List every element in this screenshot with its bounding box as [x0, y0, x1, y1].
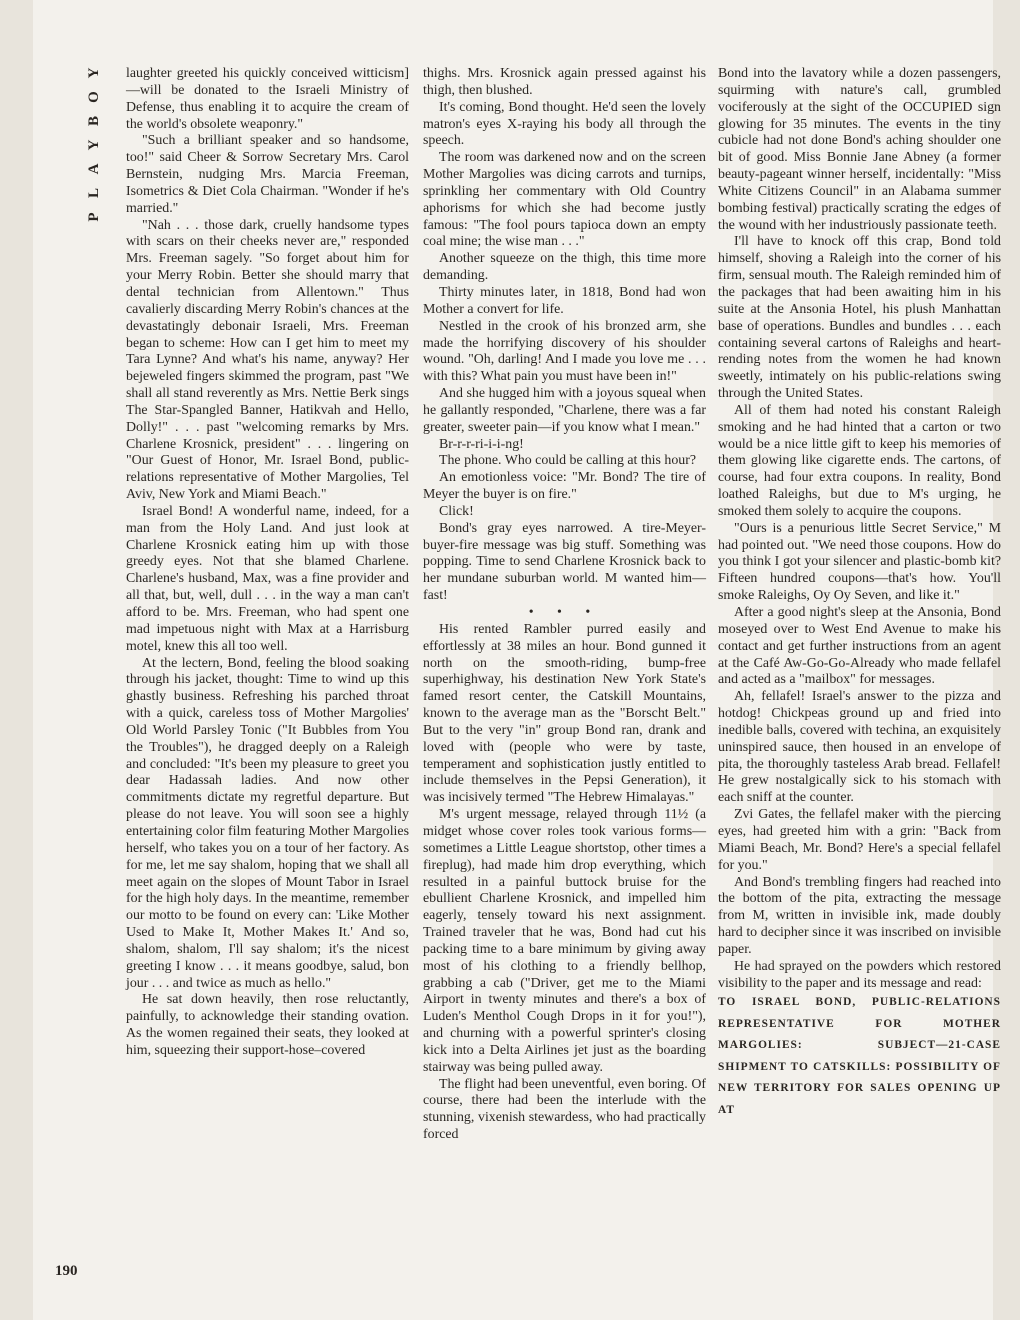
- paragraph: Click!: [439, 503, 474, 519]
- paragraph: Ah, fellafel! Israel's answer to the pizza and hotdog! Chickpeas ground up and fried into inedible balls, covered with techina, an exquisitely uninspired sauce, then housed in an envelope of pita, the thoroughly tasteless Arab bread. Fellafel! He grew nostalgically sick to his stomach with each sniff at the counter.: [718, 689, 1001, 806]
- masthead-letter: A: [86, 161, 102, 175]
- masthead-letter: Y: [86, 65, 102, 79]
- paragraph: An emotionless voice: "Mr. Bond? The tire of Meyer the buyer is on fire.": [423, 470, 706, 503]
- paragraph: Another squeeze on the thigh, this time more demanding.: [423, 251, 706, 284]
- paragraph: TO ISRAEL BOND, PUBLIC-RELATIONS REPRESENTATIVE FOR MOTHER MARGOLIES: SUBJECT—21-CASE SHIPMENT TO CATSKILLS: POSSIBILITY OF NEW TERRITORY FOR SALES OPENING UP AT: [718, 996, 1001, 1116]
- paragraph: M's urgent message, relayed through 11½ (a midget whose cover roles took various forms—sometimes a Little League shortstop, other times a fireplug), had made him drop everything, which resulted in a painful buttock bruise for the ebullient Charlene Krosnick, and impelled him eagerly, tensely toward his next assignment. Trained traveler that he was, Bond had cut his packing time to a bare minimum by giving away most of his clothing to a friendly bellhop, grabbing a cab ("Driver, get me to the Miami Airport in twenty minutes and there's a box of Luden's Menthol Cough Drops in it for you!"), and churning with a powerful sprinter's closing kick into a Delta Airlines jet just as the boarding stairway was being pulled away.: [423, 807, 706, 1075]
- text-column-3: [718, 66, 1001, 1121]
- paragraph: He sat down heavily, then rose reluctantly, painfully, to acknowledge their standing ovation. As the women regained their seats, they looked at him, squeezing their support-hose–covered: [126, 992, 409, 1058]
- paragraph: Bond's gray eyes narrowed. A tire-Meyer-buyer-fire message was big stuff. Something was popping. Time to send Charlene Krosnick back to her mundane suburban world. M wanted him—fast!: [423, 520, 706, 604]
- paragraph: And she hugged him with a joyous squeal when he gallantly responded, "Charlene, there was a far greater, sweeter pain—if you know what I mean.": [423, 386, 706, 435]
- page-number: 190: [55, 1263, 78, 1279]
- paragraph: I'll have to knock off this crap, Bond told himself, shoving a Raleigh into the corner of his firm, sensual mouth. The Raleigh reminded him of the packages that had been awaiting him in his suite at the Ansonia Hotel, his plush Manhattan base of operations. Bundles and bundles . . . each containing several cartons of Raleighs and heart-rending notes from the women he had known sweetly, intimately on his public-relations swing through the United States.: [718, 234, 1001, 402]
- paragraph: "Such a brilliant speaker and so handsome, too!" said Cheer & Sorrow Secretary Mrs. Carol Bernstein, nudging Mrs. Marcia Freeman, Isometrics & Diet Cola Chairman. "Wonder if he's married.": [126, 133, 409, 216]
- text-column-2: [423, 66, 706, 1144]
- paragraph: Zvi Gates, the fellafel maker with the piercing eyes, had greeted him with a grin: "Back from Miami Beach, Mr. Bond? Here's a special fellafel for you.": [718, 807, 1001, 873]
- paragraph: "Ours is a penurious little Secret Service," M had pointed out. "We need those coupons. How do you think I got your silencer and plastic-bomb kit? Fifteen hundred coupons—that's how. You'll smoke Raleighs, Oy Oy Seven, and like it.": [718, 520, 1001, 604]
- masthead-letter: O: [86, 89, 102, 103]
- masthead-letter: L: [86, 186, 102, 199]
- paragraph: Bond into the lavatory while a dozen passengers, squirming with nature's call, grumbled vociferously at the sight of the OCCUPIED sign glowing for 35 minutes. The events in the tiny cubicle had not done Bond's aching shoulder one bit of good. Miss Bonnie Jane Abney (a former beauty-pageant winner herself, incidentally: "Miss White Citizens Council" in an Alabama summer bombing festival) practically scrating the edges of the wound with her industriously passionate teeth.: [718, 66, 1001, 233]
- paragraph: The flight had been uneventful, even boring. Of course, there had been the interlude with the stunning, vixenish stewardess, who had practically forced: [423, 1076, 706, 1143]
- paragraph: Israel Bond! A wonderful name, indeed, for a man from the Holy Land. And just look at Charlene Krosnick eating him up with those greedy eyes. Not that she blamed Charlene. Charlene's husband, Max, was a fine provider and all that, but, well, dull . . . in the way a man can't afford to be. Mrs. Freeman, who had spent one mad impetuous night with Max at a Harrisburg motel, knew this all too well.: [126, 503, 409, 654]
- magazine-page: [33, 0, 1001, 1320]
- paragraph: Thirty minutes later, in 1818, Bond had won Mother a convert for life.: [423, 284, 706, 317]
- masthead-letter: Y: [86, 137, 102, 151]
- paragraph: At the lectern, Bond, feeling the blood soaking through his jacket, thought: Time to wind up this ghastly business. Refreshing his parched throat with a quick, careless toss of Mother Margolies' Old World Parsley Tonic ("It Bubbles from You the Troubles"), he dragged deeply on a Raleigh and concluded: "It's been my pleasure to greet you dear Hadassah ladies. And now other commitments dictate my regretful departure. But please do not leave. You will soon see a highly entertaining color film featuring Mother Margolies herself, who takes you on a tour of her factory. As for me, let me say shalom, hoping that we shall all meet again on the slopes of Mount Tabor in Israel for the high holy days. In the meantime, remember our motto to be found on every can: 'Like Mother Used to Make It, Mother Makes It.' And so, shalom, shalom, I'll say shalom; it's the nicest greeting I know . . . it means goodbye, salud, bon jour . . . and twice as much as hello.": [126, 655, 409, 991]
- paragraph: After a good night's sleep at the Ansonia, Bond moseyed over to West End Avenue to make his contact and get further instructions from an agent at the Café Aw-Go-Go-Already who made fellafel and acted as a "mailbox" for messages.: [718, 605, 1001, 688]
- paragraph: He had sprayed on the powders which restored visibility to the paper and its message and read:: [718, 958, 1001, 991]
- masthead-letter: B: [86, 114, 102, 127]
- paragraph: And Bond's trembling fingers had reached into the bottom of the pita, extracting the message from M, written in invisible ink, made doubly hard to decipher since it was inscribed on invisible paper.: [718, 874, 1001, 957]
- paragraph: Br-r-r-ri-i-i-ng!: [439, 436, 524, 452]
- paragraph: The room was darkened now and on the screen Mother Margolies was dicing carrots and turnips, sprinkling her commentary with Old Country aphorisms for which she had become justly famous: "The fool pours tapioca down an empty coal mine; the wise man . . .": [423, 150, 706, 250]
- paragraph: All of them had noted his constant Raleigh smoking and he had hinted that a carton or two would be a nice little gift to keep his memories of them glowing like cigarette ends. The cartons, of course, had four extra coupons. In reality, Bond loathed Raleighs, but due to M's urging, he smoked them solely to acquire the coupons.: [718, 402, 1001, 519]
- text-column-1: [126, 66, 409, 1060]
- masthead-letter: P: [86, 210, 102, 222]
- paragraph: His rented Rambler purred easily and effortlessly at 38 miles an hour. Bond gunned it north on the smooth-riding, bump-free superhighway, his destination New York State's famed resort center, the Catskill Mountains, known to the average man as the "Borscht Belt." But to the very "in" group Bond ran, drank and loved with (people who were by taste, temperament and sophistication justly entitled to include themselves in the Pepsi Generation), it was incisively termed "The Hebrew Himalayas.": [423, 621, 706, 806]
- section-separator: • • •: [528, 605, 601, 620]
- masthead-playboy: [83, 60, 113, 228]
- paragraph: Nestled in the crook of his bronzed arm, she made the horrifying discovery of his shoulder wound. "Oh, darling! And I made you love me . . . with this? What pain you must have been in!": [423, 318, 706, 385]
- paragraph: The phone. Who could be calling at this hour?: [439, 453, 697, 469]
- paragraph: "Nah . . . those dark, cruelly handsome types with scars on their cheeks never are," responded Mrs. Freeman sagely. "So forget about him for your Merry Robin. Better she should marry that dental technician from Allentown." Thus cavalierly discarding Merry Robin's chances at the devastatingly debonair Israeli, Mrs. Freeman began to scheme: How can I get him to meet my Tara Lynne? And what's his name, anyway? Her bejeweled fingers skimmed the program, past "We shall all stand reverently as Mrs. Nettie Berk sings The Star-Spangled Banner, Hatikvah and Hello, Dolly!" . . . past "welcoming remarks by Mrs. Charlene Krosnick, president" . . . lingering on "Our Guest of Honor, Mr. Israel Bond, public-relations representative of Mother Margolies, Tel Aviv, New York and Miami Beach.": [126, 217, 409, 503]
- paragraph: thighs. Mrs. Krosnick again pressed against his thigh, then blushed.: [423, 66, 706, 98]
- paragraph: laughter greeted his quickly conceived witticism]—will be donated to the Israeli Ministry of Defense, thus enabling it to acquire the cream of the world's obsolete weaponry.": [126, 66, 409, 132]
- paragraph: It's coming, Bond thought. He'd seen the lovely matron's eyes X-raying his body all through the speech.: [423, 99, 706, 149]
